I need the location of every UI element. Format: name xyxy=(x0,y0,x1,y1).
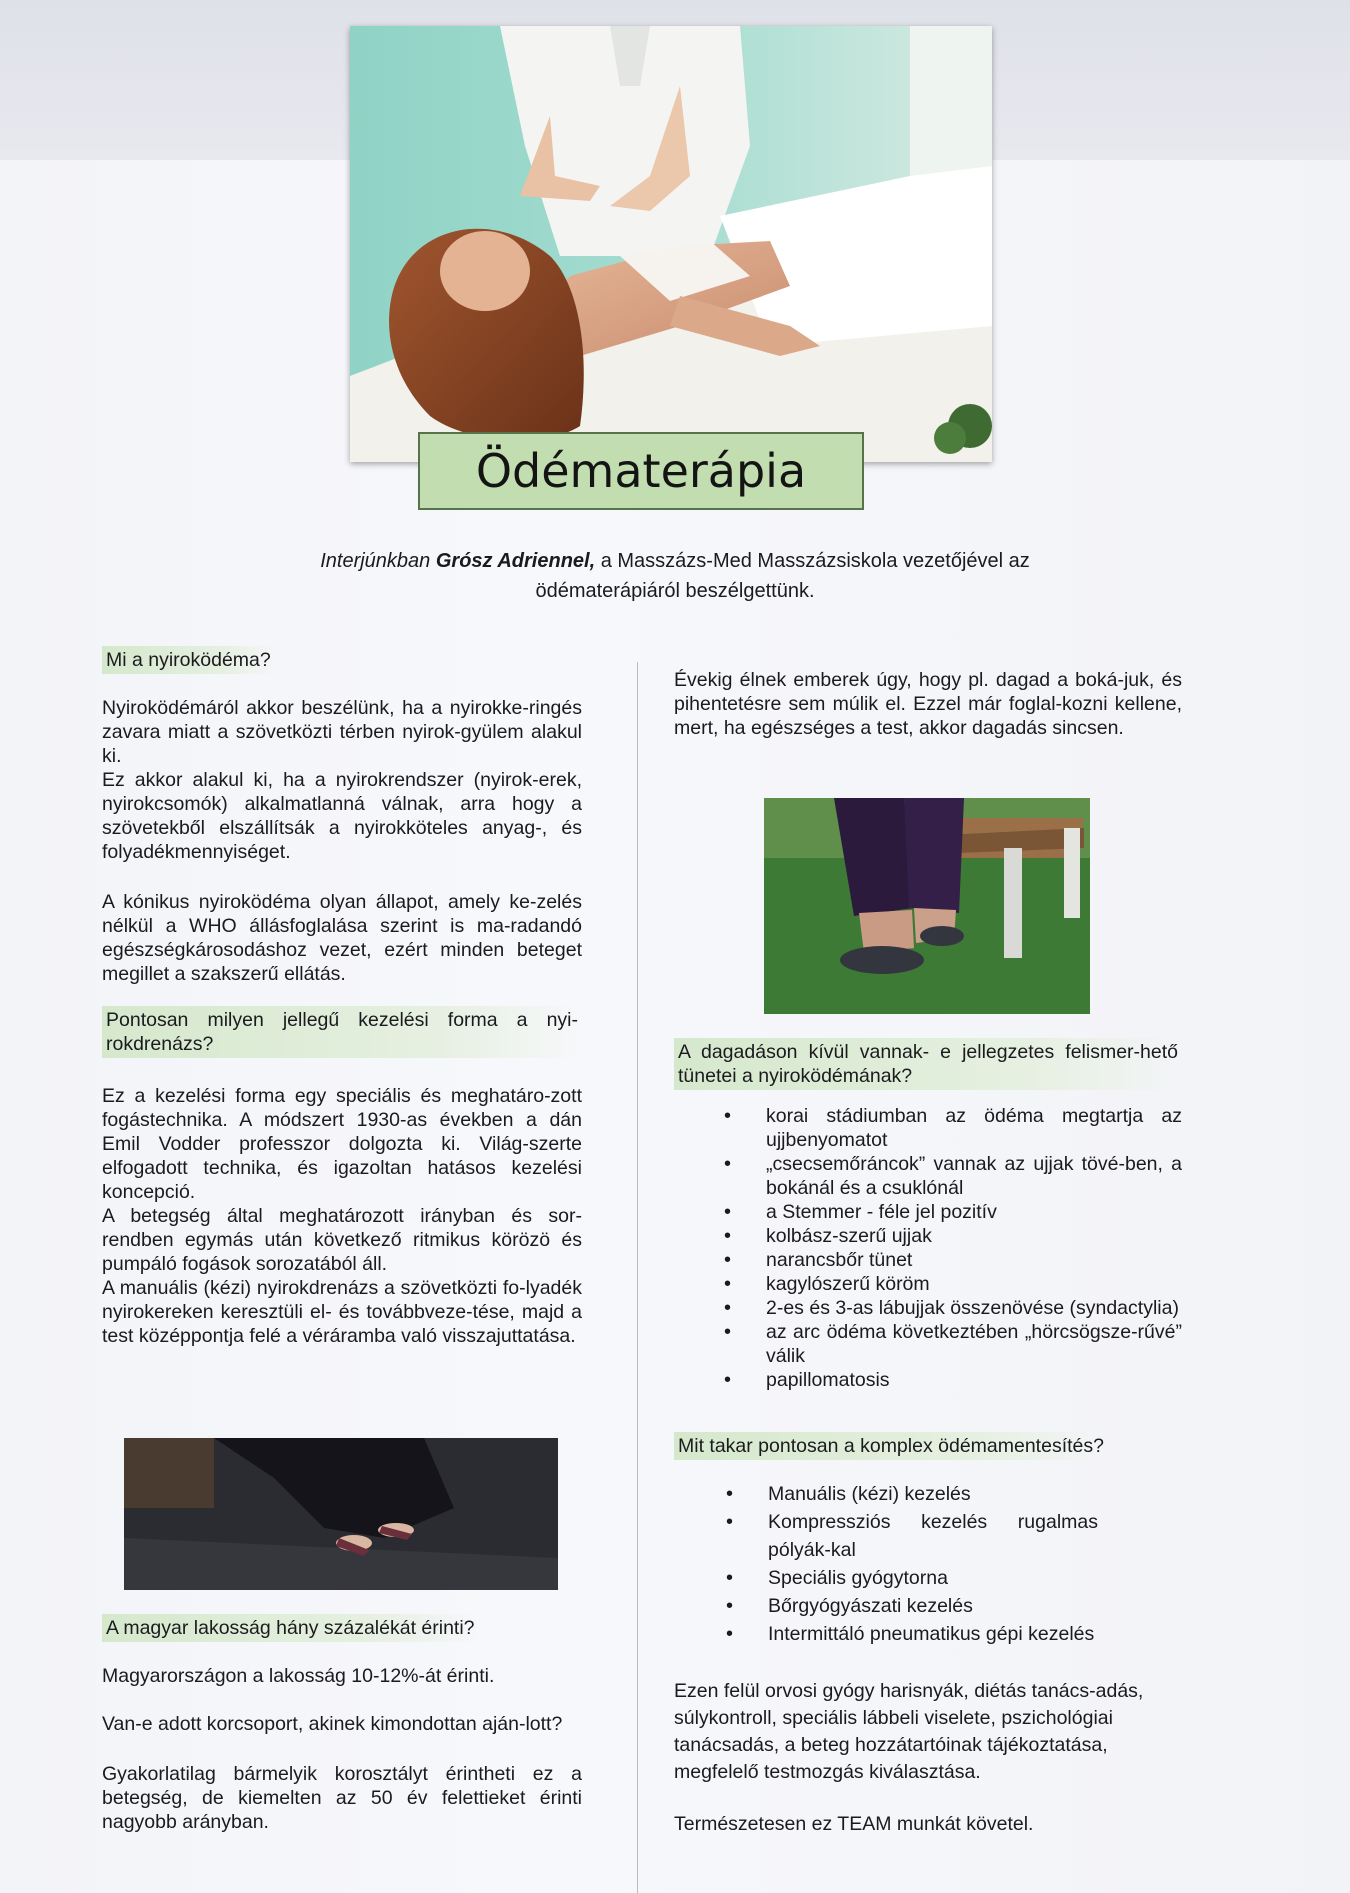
paragraph: Gyakorlatilag bármelyik korosztályt érintheti ez a betegség, de kiemelten az 50 év felettieket érinti nagyobb arányban. xyxy=(102,1763,582,1833)
list-item: • „csecsemőráncok” vannak az ujjak tövé-ben, a bokánál és a csuklónál xyxy=(766,1152,1182,1200)
left-column xyxy=(102,646,582,1348)
paragraph: Van-e adott korcsoport, akinek kimondottan aján-lott? xyxy=(102,1713,563,1735)
question-heading: Mi a nyiroködéma? xyxy=(102,646,275,674)
paragraph: Nyiroködémáról akkor beszélünk, ha a nyirokke-ringés zavara miatt a szövetközti térben nyirok-gyülem alakul ki. xyxy=(102,697,582,767)
paragraph: Ez akkor alakul ki, ha a nyirokrendszer (nyirok-erek, nyirokcsomók) alkalmatlanná válnak, arra hogy a szövetekből elszállítsák a nyirokköteles anyag-, és folyadékmennyiséget. xyxy=(102,769,582,863)
intro-lead: Interjúnkban xyxy=(320,550,431,572)
list-item: • Speciális gyógytorna xyxy=(768,1564,1098,1592)
list-item: • 2-es és 3-as lábujjak összenövése (syndactylia) xyxy=(766,1296,1182,1320)
page-title: Ödématerápia xyxy=(475,444,807,498)
paragraph: A betegség által meghatározott irányban és sor-rendben egymás után következő ritmikus körözö és pumpáló fogások sorozatából áll. xyxy=(102,1205,582,1275)
paragraph: A kónikus nyiroködéma olyan állapot, amely ke-zelés nélkül a WHO állásfoglalása szerint is ma-radandó egészségkárosodáshoz vezet, ezért minden beteget megillet a szakszerű ellátás. xyxy=(102,891,582,985)
paragraph: Ez a kezelési forma egy speciális és meghatáro-zott fogástechnika. A módszert 1930-as években a dán Emil Vodder professzor dolgozta ki. Világ-szerte elfogadott technika, és igazoltan hatásos kezelési koncepció. xyxy=(102,1085,582,1203)
intro-text xyxy=(200,546,1150,606)
list-item: • papillomatosis xyxy=(766,1368,1182,1392)
paragraph: Évekig élnek emberek úgy, hogy pl. dagad a boká-juk, és pihentetésre sem múlik el. Ezzel már foglal-kozni kellene, mert, ha egészséges a test, akkor dagadás sincsen. xyxy=(674,669,1182,739)
massage-photo xyxy=(350,26,992,462)
question-heading: A dagadáson kívül vannak- e jellegzetes felismer-hető tünetei a nyiroködémának? xyxy=(674,1038,1182,1090)
question-heading: Pontosan milyen jellegű kezelési forma a nyi-rokdrenázs? xyxy=(102,1006,582,1058)
list-item: • az arc ödéma következtében „hörcsögsze-rűvé” válik xyxy=(766,1320,1182,1368)
column-divider xyxy=(637,662,638,1893)
intro-line2: ödématerápiáról beszélgettünk. xyxy=(535,580,815,602)
feet-photo xyxy=(124,1438,558,1590)
paragraph: A manuális (kézi) nyirokdrenázs a szövetközti fo-lyadék nyirokereken keresztüli el- és továbbveze-tése, majd a test középpontja felé a véráramba való visszajuttatása. xyxy=(102,1277,582,1347)
list-item: • Kompressziós kezelés rugalmas pólyák-kal xyxy=(768,1508,1098,1564)
list-item: • kagylószerű köröm xyxy=(766,1272,1182,1296)
list-item: • Bőrgyógyászati kezelés xyxy=(768,1592,1098,1620)
right-column-lower xyxy=(674,1038,1182,1836)
paragraph: Ezen felül orvosi gyógy harisnyák, diétás tanács-adás, súlykontroll, speciális lábbeli viselete, pszichológiai tanácsadás, a beteg hozzátartóinak tájékoztatása, megfelelő testmozgás kiválasztása. xyxy=(674,1680,1144,1783)
right-column xyxy=(674,668,1182,740)
list-item: • korai stádiumban az ödéma megtartja az ujjbenyomatot xyxy=(766,1104,1182,1152)
title-banner xyxy=(418,432,864,510)
treatments-list xyxy=(768,1480,1098,1648)
list-item: • narancsbőr tünet xyxy=(766,1248,1182,1272)
list-item: • a Stemmer - féle jel pozitív xyxy=(766,1200,1182,1224)
symptoms-list xyxy=(766,1104,1182,1392)
paragraph: Természetesen ez TEAM munkát követel. xyxy=(674,1813,1034,1835)
interviewee-name: Grósz Adriennel, xyxy=(435,550,596,572)
paragraph: Magyarországon a lakosság 10-12%-át érinti. xyxy=(102,1665,495,1687)
swollen-legs-photo xyxy=(764,798,1090,1014)
question-heading: Mit takar pontosan a komplex ödémamentesítés? xyxy=(674,1432,1108,1460)
list-item: • kolbász-szerű ujjak xyxy=(766,1224,1182,1248)
intro-rest: a Masszázs-Med Masszázsiskola vezetőjével az xyxy=(600,550,1030,572)
list-item: • Manuális (kézi) kezelés xyxy=(768,1480,1098,1508)
question-heading: A magyar lakosság hány százalékát érinti? xyxy=(102,1614,479,1642)
left-column-bottom xyxy=(102,1614,582,1834)
list-item: • Intermittáló pneumatikus gépi kezelés xyxy=(768,1620,1098,1648)
